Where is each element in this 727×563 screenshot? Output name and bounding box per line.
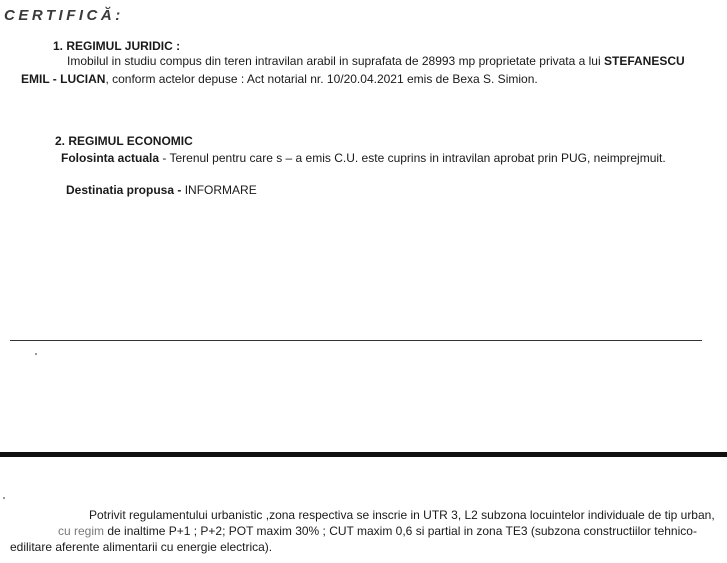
section-1-line-2 [21, 72, 538, 86]
owner-name-part-2: EMIL - LUCIAN [21, 72, 106, 86]
scan-speck [35, 353, 37, 355]
proposed-use-line [66, 183, 257, 197]
section-3-line-3: edilitare aferente alimentarii cu energie electrica). [10, 540, 273, 554]
section-1-heading: 1. REGIMUL JURIDIC : [53, 39, 181, 53]
proposed-use-label: Destinatia propusa - [66, 183, 182, 197]
separator-line [10, 340, 702, 341]
scan-speck [3, 497, 5, 499]
current-use-line [61, 151, 666, 165]
page-break-bar [0, 452, 727, 457]
section-3-line-2 [58, 524, 697, 538]
section-3-line-1: Potrivit regulamentului urbanistic ,zona respectiva se inscrie in UTR 3, L2 subzona locuintelor individuale de tip urban, [89, 508, 715, 522]
section-3-line-2-text: de inaltime P+1 ; P+2; POT maxim 30% ; CUT maxim 0,6 si partial in zona TE3 (subzona constructiilor tehnico- [104, 524, 697, 538]
section-1-line-1 [67, 54, 685, 68]
current-use-text: - Terenul pentru care s – a emis C.U. este cuprins in intravilan aprobat prin PUG, neimprejmuit. [159, 151, 666, 165]
section-1-line-1-text: Imobilul in studiu compus din teren intravilan arabil in suprafata de 28993 mp proprietate privata a lui [67, 54, 604, 68]
section-3-line-2-prefix: cu regim [58, 524, 105, 538]
certificate-heading: CERTIFICĂ: [4, 7, 124, 24]
owner-name-part-1: STEFANESCU [603, 54, 685, 68]
proposed-use-value: INFORMARE [181, 183, 257, 197]
current-use-label: Folosinta actuala [61, 151, 160, 165]
section-1-line-2-text: , conform actelor depuse : Act notarial nr. 10/20.04.2021 emis de Bexa S. Simion. [105, 72, 538, 86]
section-2-heading: 2. REGIMUL ECONOMIC [55, 134, 193, 148]
